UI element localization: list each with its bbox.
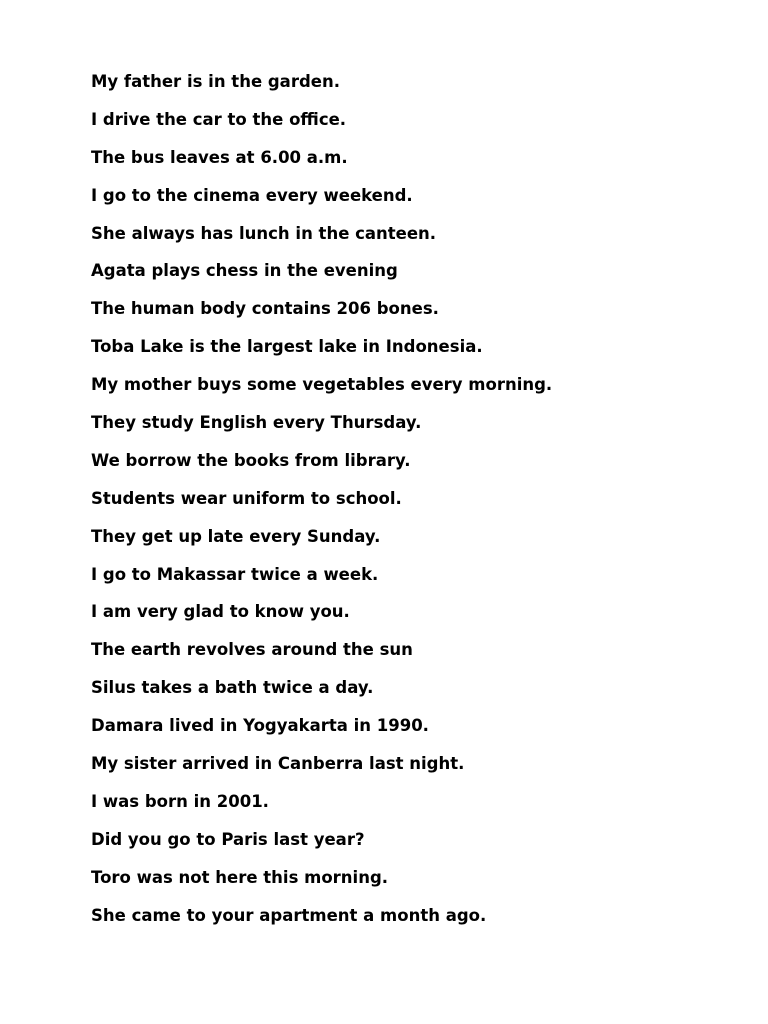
sentence-line: Did you go to Paris last year? xyxy=(91,829,365,849)
sentence-line: The bus leaves at 6.00 a.m. xyxy=(91,147,348,167)
sentence-line: Agata plays chess in the evening xyxy=(91,261,398,281)
sentence-line: We borrow the books from library. xyxy=(91,450,411,470)
sentence-line: My sister arrived in Canberra last night. xyxy=(91,754,465,774)
sentence-list xyxy=(91,70,552,941)
sentence-line: I was born in 2001. xyxy=(91,791,269,811)
sentence-line: My father is in the garden. xyxy=(91,72,340,91)
sentence-line: I go to the cinema every weekend. xyxy=(91,185,413,205)
sentence-line: They get up late every Sunday. xyxy=(91,526,381,546)
sentence-line: The human body contains 206 bones. xyxy=(91,299,439,319)
sentence-line: Students wear uniform to school. xyxy=(91,488,402,508)
sentence-line: They study English every Thursday. xyxy=(91,413,422,433)
sentence-line: My mother buys some vegetables every morning. xyxy=(91,375,553,395)
sentence-line: Toro was not here this morning. xyxy=(91,867,389,887)
sentence-line: Silus takes a bath twice a day. xyxy=(91,678,374,698)
sentence-line: I am very glad to know you. xyxy=(91,602,350,622)
sentence-line: I go to Makassar twice a week. xyxy=(91,564,379,584)
sentence-line: I drive the car to the office. xyxy=(91,109,347,129)
sentence-line: She always has lunch in the canteen. xyxy=(91,223,437,243)
sentence-line: The earth revolves around the sun xyxy=(91,640,413,660)
sentence-line: She came to your apartment a month ago. xyxy=(91,905,487,925)
sentence-line: Toba Lake is the largest lake in Indonesia. xyxy=(91,337,483,357)
sentence-line: Damara lived in Yogyakarta in 1990. xyxy=(91,716,429,736)
